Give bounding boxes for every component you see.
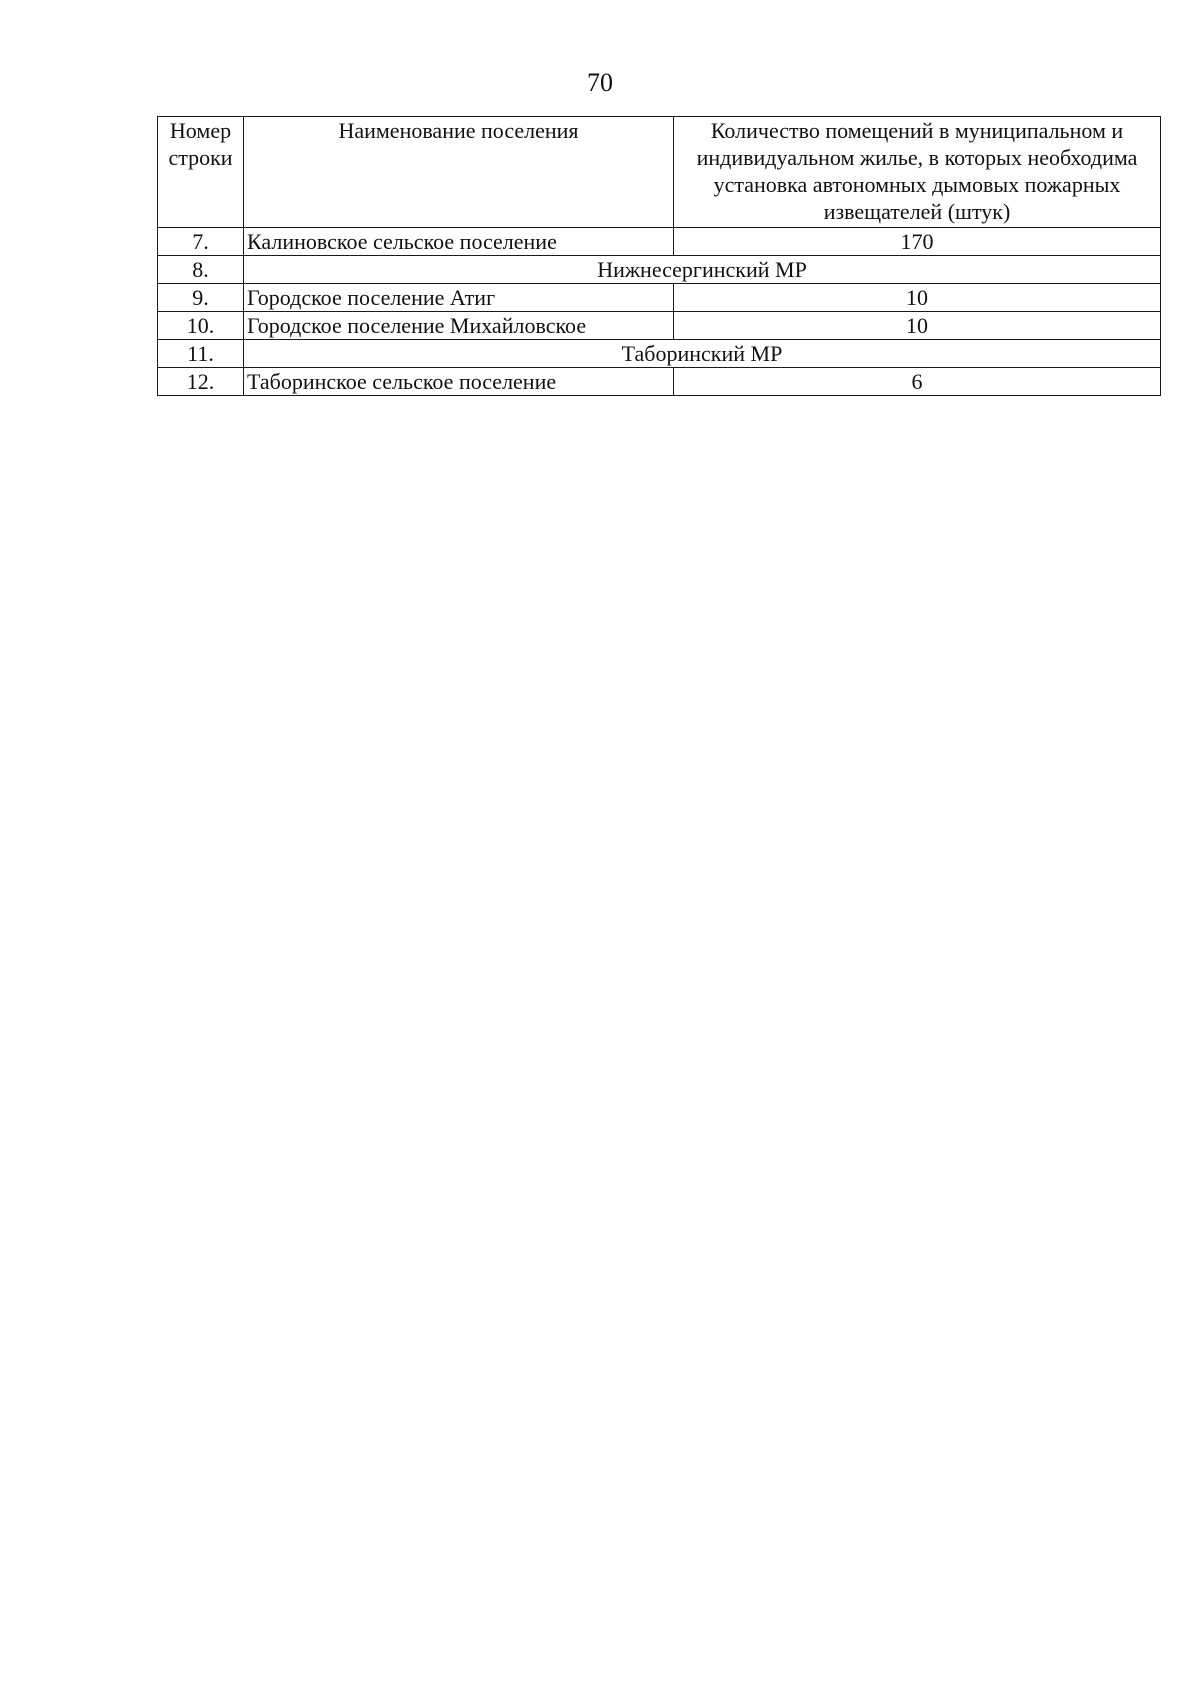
header-row-number: Номер строки [158,117,244,228]
row-number-cell: 10. [158,312,244,340]
district-row [158,256,1161,284]
row-number-cell: 8. [158,256,244,284]
row-number-cell: 7. [158,228,244,256]
table-row [158,312,1161,340]
quantity-cell: 10 [674,284,1161,312]
settlement-name-cell: Таборинское сельское поселение [244,368,674,396]
header-quantity: Количество помещений в муниципальном и индивидуальном жилье, в которых необходима установка автономных дымовых пожарных извещателей (штук) [674,117,1161,228]
row-number-cell: 12. [158,368,244,396]
quantity-cell: 10 [674,312,1161,340]
table-row [158,368,1161,396]
table-row [158,228,1161,256]
row-number-cell: 11. [158,340,244,368]
header-settlement-name: Наименование поселения [244,117,674,228]
settlement-name-cell: Калиновское сельское поселение [244,228,674,256]
page-number: 70 [587,68,613,97]
district-name-cell: Таборинский МР [244,340,1161,368]
table-row [158,284,1161,312]
table-header-row [158,117,1161,228]
settlement-name-cell: Городское поселение Атиг [244,284,674,312]
district-name-cell: Нижнесергинский МР [244,256,1161,284]
quantity-cell: 6 [674,368,1161,396]
quantity-cell: 170 [674,228,1161,256]
district-row [158,340,1161,368]
settlement-name-cell: Городское поселение Михайловское [244,312,674,340]
row-number-cell: 9. [158,284,244,312]
settlements-table [157,116,1161,396]
